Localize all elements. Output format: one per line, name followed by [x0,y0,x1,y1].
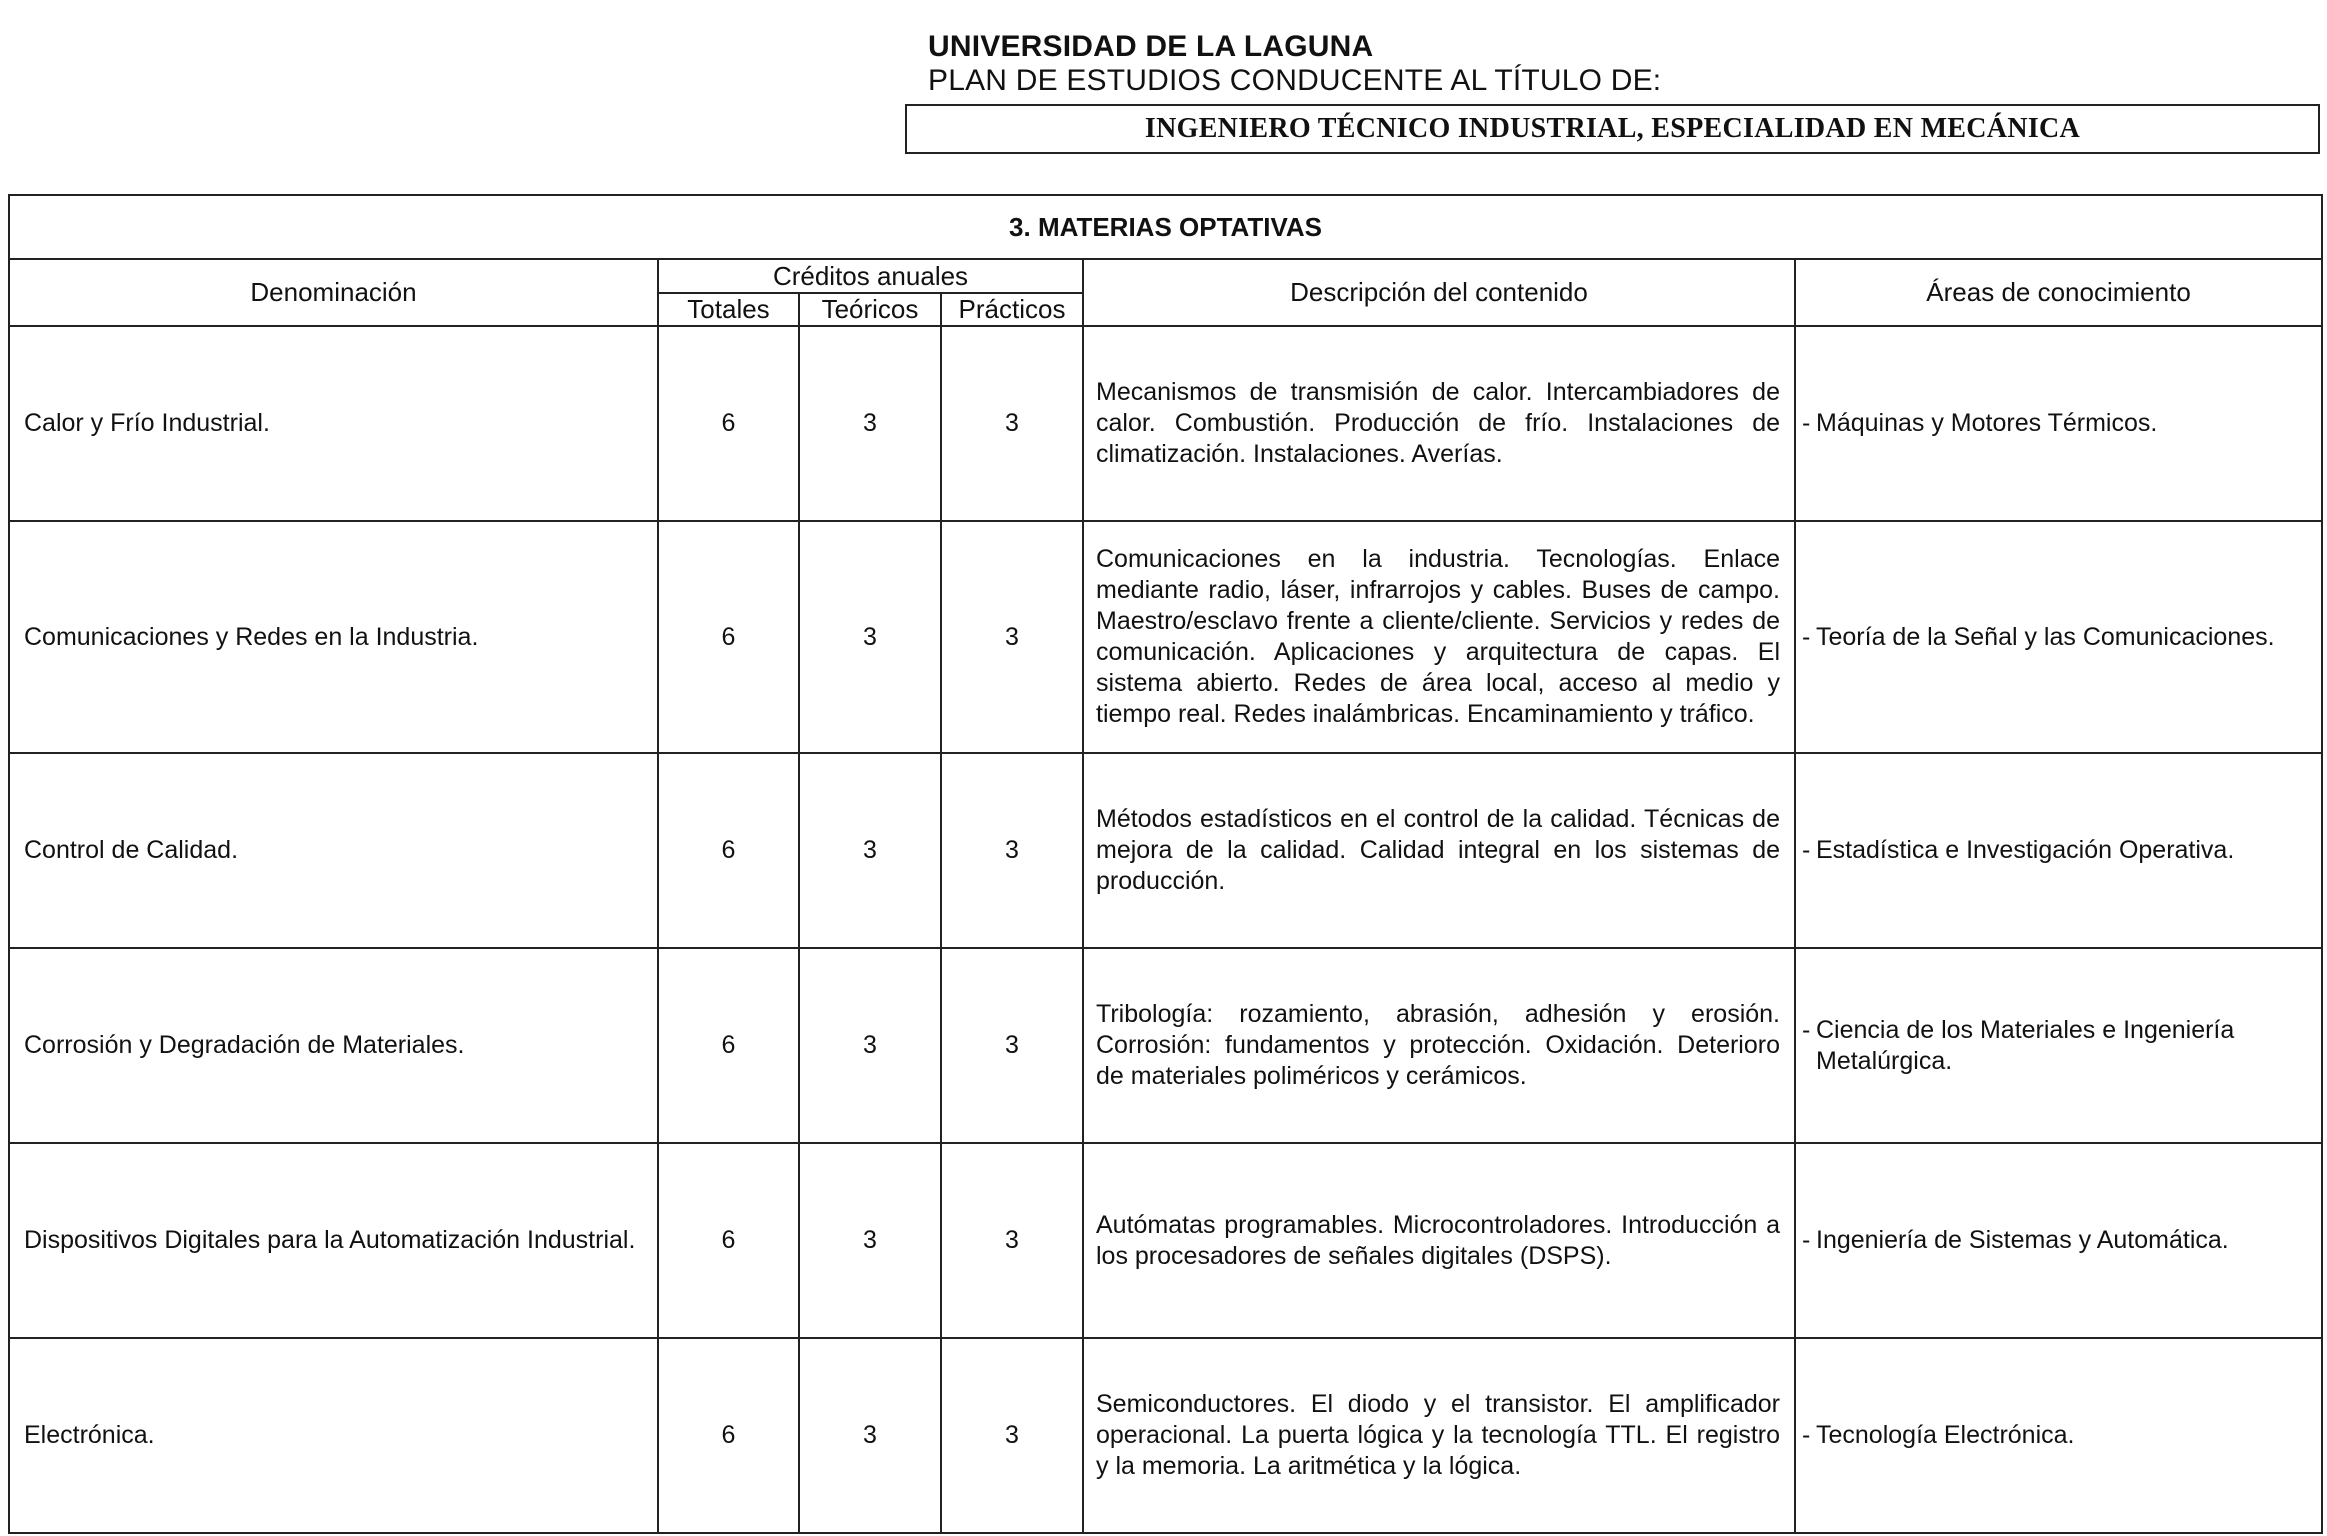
column-header-description: Descripción del contenido [1083,259,1795,326]
table-title: 3. MATERIAS OPTATIVAS [9,195,2322,259]
subject-name: Comunicaciones y Redes en la Industria. [9,521,658,753]
area-dash: - [1802,1226,1811,1254]
credits-practice: 3 [941,521,1083,753]
column-header-practice: Prácticos [941,293,1083,326]
area-text: Tecnología Electrónica. [1816,1421,2075,1449]
credits-total: 6 [658,948,799,1143]
table-row [9,326,2322,521]
table-row [9,753,2322,948]
credits-theory: 3 [799,753,941,948]
area-text: Máquinas y Motores Térmicos. [1816,409,2158,437]
subject-description: Comunicaciones en la industria. Tecnologías. Enlace mediante radio, láser, infrarrojos y cables. Buses de campo. Maestro/esclavo frente a cliente/cliente. Servicios y redes de comunicación. Aplicaciones y arquitectura de capas. El sistema abierto. Redes de área local, acceso al medio y tiempo real. Redes inalámbricas. Encaminamiento y tráfico. [1083,521,1795,753]
table-row [9,521,2322,753]
subject-name: Dispositivos Digitales para la Automatización Industrial. [9,1143,658,1338]
area-dash: - [1802,409,1811,437]
subject-description: Tribología: rozamiento, abrasión, adhesión y erosión. Corrosión: fundamentos y protección. Oxidación. Deterioro de materiales poliméricos y cerámicos. [1083,948,1795,1143]
plan-label: PLAN DE ESTUDIOS CONDUCENTE AL TÍTULO DE: [928,64,1662,97]
credits-theory: 3 [799,1143,941,1338]
credits-theory: 3 [799,326,941,521]
credits-practice: 3 [941,948,1083,1143]
university-title: UNIVERSIDAD DE LA LAGUNA [928,30,1374,63]
area-dash: - [1802,1421,1811,1449]
credits-practice: 3 [941,1143,1083,1338]
area-text: Ingeniería de Sistemas y Automática. [1816,1226,2229,1254]
knowledge-area [1795,521,2322,753]
subject-description: Autómatas programables. Microcontroladores. Introducción a los procesadores de señales digitales (DSPS). [1083,1143,1795,1338]
knowledge-area [1795,948,2322,1143]
subject-description: Mecanismos de transmisión de calor. Intercambiadores de calor. Combustión. Producción de frío. Instalaciones de climatización. Instalaciones. Averías. [1083,326,1795,521]
credits-total: 6 [658,1338,799,1533]
credits-total: 6 [658,521,799,753]
optional-subjects-table [8,194,2323,1534]
knowledge-area [1795,753,2322,948]
table-row [9,1143,2322,1338]
area-dash: - [1802,836,1811,864]
table-row [9,948,2322,1143]
column-header-areas: Áreas de conocimiento [1795,259,2322,326]
credits-practice: 3 [941,326,1083,521]
credits-theory: 3 [799,1338,941,1533]
subject-description: Semiconductores. El diodo y el transistor. El amplificador operacional. La puerta lógica y la tecnología TTL. El registro y la memoria. La aritmética y la lógica. [1083,1338,1795,1533]
credits-total: 6 [658,1143,799,1338]
column-header-name: Denominación [9,259,658,326]
subject-description: Métodos estadísticos en el control de la calidad. Técnicas de mejora de la calidad. Calidad integral en los sistemas de producción. [1083,753,1795,948]
degree-title: INGENIERO TÉCNICO INDUSTRIAL, ESPECIALIDAD EN MECÁNICA [1144,113,2081,144]
credits-total: 6 [658,326,799,521]
credits-theory: 3 [799,948,941,1143]
credits-practice: 3 [941,1338,1083,1533]
subject-name: Electrónica. [9,1338,658,1533]
area-dash: - [1802,622,1811,651]
area-text: Estadística e Investigación Operativa. [1816,836,2235,864]
knowledge-area [1795,1143,2322,1338]
subject-name: Corrosión y Degradación de Materiales. [9,948,658,1143]
knowledge-area [1795,326,2322,521]
subject-name: Calor y Frío Industrial. [9,326,658,521]
credits-practice: 3 [941,753,1083,948]
credits-theory: 3 [799,521,941,753]
knowledge-area [1795,1338,2322,1533]
column-header-credits: Créditos anuales [658,259,1083,293]
credits-total: 6 [658,753,799,948]
area-text: Teoría de la Señal y las Comunicaciones. [1816,622,2275,651]
column-header-totals: Totales [658,293,799,326]
area-dash: - [1802,1015,1811,1044]
subject-name: Control de Calidad. [9,753,658,948]
area-text: Ciencia de los Materiales e Ingeniería Metalúrgica. [1816,1015,2235,1075]
table-row [9,1338,2322,1533]
column-header-theory: Teóricos [799,293,941,326]
degree-title-box [905,104,2320,154]
